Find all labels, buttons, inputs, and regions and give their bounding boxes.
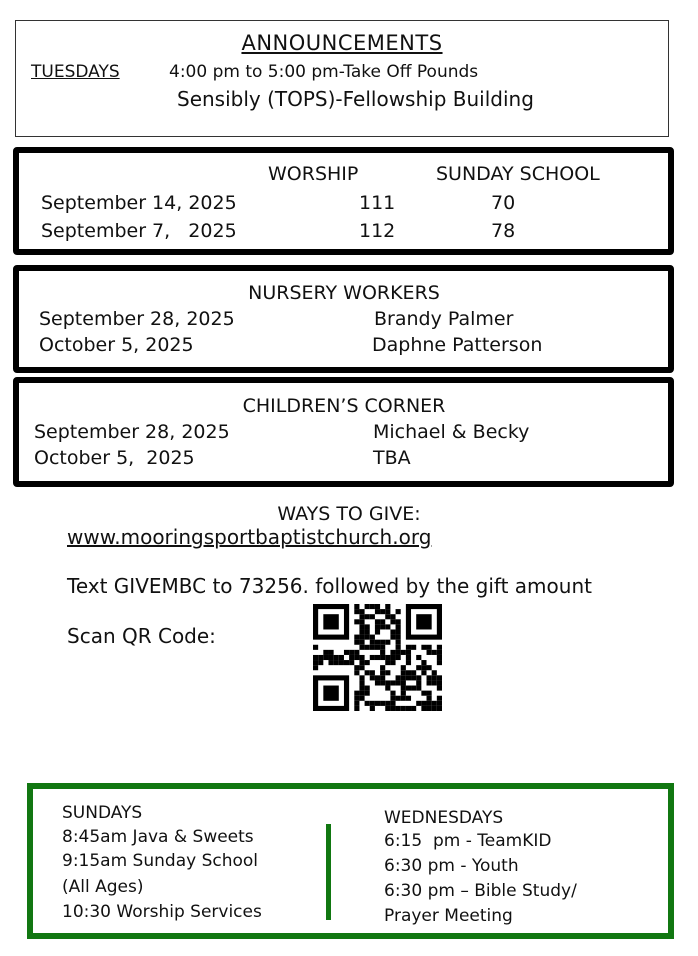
- sunday-school-header: SUNDAY SCHOOL: [436, 163, 600, 185]
- sundays-title: SUNDAYS: [62, 803, 143, 823]
- announcement-line-2: Sensibly (TOPS)-Fellowship Building: [177, 87, 534, 111]
- wednesday-event: 6:15 pm - TeamKID: [384, 831, 552, 851]
- childrens-corner-leader: Michael & Becky: [373, 421, 530, 443]
- childrens-corner-leader: TBA: [373, 447, 411, 469]
- attendance-date: September 7, 2025: [41, 220, 237, 242]
- worship-header: WORSHIP: [268, 163, 359, 185]
- attendance-worship: 112: [359, 220, 396, 242]
- childrens-corner-title: CHILDREN’S CORNER: [242, 395, 446, 417]
- announcements-title: ANNOUNCEMENTS: [241, 31, 443, 55]
- ways-to-give-title: WAYS TO GIVE:: [277, 503, 421, 525]
- nursery-worker: Brandy Palmer: [374, 308, 514, 330]
- childrens-corner-date: October 5, 2025: [34, 447, 195, 469]
- announcement-day: TUESDAYS: [31, 62, 120, 82]
- attendance-worship: 111: [359, 192, 396, 214]
- giving-website-link[interactable]: www.mooringsportbaptistchurch.org: [67, 525, 432, 549]
- nursery-worker: Daphne Patterson: [372, 334, 543, 356]
- sunday-event: 10:30 Worship Services: [62, 902, 262, 922]
- text-to-give-instructions: Text GIVEMBC to 73256. followed by the gift amount: [67, 574, 592, 598]
- wednesdays-title: WEDNESDAYS: [384, 808, 504, 828]
- wednesday-event: 6:30 pm – Bible Study/: [384, 881, 577, 901]
- announcements-box: [15, 20, 669, 137]
- attendance-date: September 14, 2025: [41, 192, 237, 214]
- announcement-line-1: 4:00 pm to 5:00 pm-Take Off Pounds: [169, 62, 479, 82]
- qr-code-image[interactable]: [313, 604, 442, 711]
- nursery-title: NURSERY WORKERS: [248, 282, 440, 304]
- scan-qr-label: Scan QR Code:: [67, 624, 216, 648]
- childrens-corner-date: September 28, 2025: [34, 421, 230, 443]
- sunday-event: 8:45am Java & Sweets: [62, 827, 254, 847]
- nursery-date: September 28, 2025: [39, 308, 235, 330]
- attendance-sunday-school: 78: [491, 220, 516, 242]
- nursery-date: October 5, 2025: [39, 334, 194, 356]
- attendance-sunday-school: 70: [491, 192, 516, 214]
- sunday-event: (All Ages): [62, 877, 144, 897]
- wednesday-event: Prayer Meeting: [384, 906, 513, 926]
- schedule-divider: [326, 824, 331, 920]
- sunday-event: 9:15am Sunday School: [62, 851, 259, 871]
- wednesday-event: 6:30 pm - Youth: [384, 856, 519, 876]
